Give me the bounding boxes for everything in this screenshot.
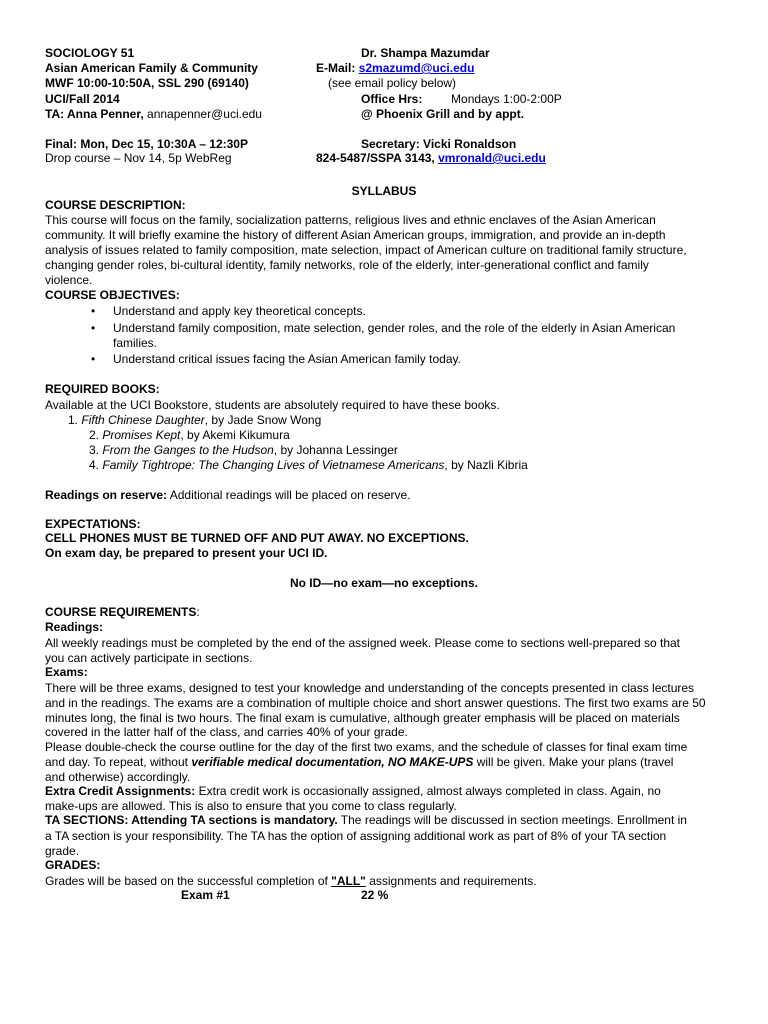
ta-sections [45,813,687,827]
requirements-heading-text: COURSE REQUIREMENTS [45,605,197,619]
book-item [89,443,398,457]
description-line: violence. [45,273,93,287]
office-place: @ Phoenix Grill and by appt. [361,107,525,121]
book-author: , by Johanna Lessinger [273,443,398,457]
readings-line: you can actively participate in sections. [45,651,253,665]
ta-label: TA: Anna Penner, [45,107,144,121]
book-title: Family Tightrope: The Changing Lives of Vietnamese Americans [102,458,445,472]
book-item [68,413,321,427]
ta-sections-line: grade. [45,844,80,858]
course-description-heading: COURSE DESCRIPTION: [45,198,186,212]
book-number: 2. [89,428,100,442]
book-author: , by Nazli Kibria [444,458,528,472]
readings-line: All weekly readings must be completed by the end of the assigned week. Please come to sections well-prepared so that [45,636,681,650]
exams-line-text: will be given. Make your plans (travel [473,755,674,769]
grades-intro-text: assignments and requirements. [365,874,537,888]
readings-on-reserve [45,488,411,502]
exams-line: and otherwise) accordingly. [45,770,191,784]
book-author: , by Akemi Kikumura [180,428,290,442]
email-link[interactable]: s2mazumd@uci.edu [358,61,475,75]
book-item [89,428,290,442]
course-schedule: MWF 10:00-10:50A, SSL 290 (69140) [45,76,249,90]
extra-credit-text: Extra credit work is occasionally assigned, almost always completed in class. Again, no [195,784,661,798]
exams-line: There will be three exams, designed to test your knowledge and understanding of the concepts presented in class lectures [45,681,695,695]
secretary-contact [316,151,546,165]
exams-line: covered in the latter half of the class, and carries 40% of your grade. [45,725,408,739]
required-books-heading: REQUIRED BOOKS: [45,382,160,396]
ta-sections-heading: TA SECTIONS: Attending TA sections is mandatory. [45,813,338,827]
email-policy-note: (see email policy below) [328,76,457,90]
course-requirements-heading [45,605,200,619]
course-title: Asian American Family & Community [45,61,258,75]
bullet-icon: • [91,352,96,366]
extra-credit-line: make-ups are allowed. This is also to ensure that you come to class regularly. [45,799,457,813]
secretary-email-link[interactable]: vmronald@uci.edu [438,151,546,165]
exams-heading: Exams: [45,665,88,679]
office-hours [361,92,562,106]
bullet-icon: • [91,321,96,335]
course-number: SOCIOLOGY 51 [45,46,135,60]
expectations-cell-phones: CELL PHONES MUST BE TURNED OFF AND PUT AWAY. NO EXCEPTIONS. [45,531,469,545]
book-number: 3. [89,443,100,457]
book-title: From the Ganges to the Hudson [102,443,274,457]
secretary-phone: 824-5487/SSPA 3143, [316,151,435,165]
book-title: Promises Kept [102,428,181,442]
ta-email: annapenner@uci.edu [147,107,262,121]
no-id-notice: No ID—no exam—no exceptions. [289,576,479,590]
readings-heading: Readings: [45,620,104,634]
reserve-label: Readings on reserve: [45,488,168,502]
grade-row-label: Exam #1 [181,888,230,902]
objective-item: Understand and apply key theoretical concepts. [113,304,366,318]
final-exam-date: Final: Mon, Dec 15, 10:30A – 12:30P [45,137,248,151]
instructor-name: Dr. Shampa Mazumdar [361,46,490,60]
extra-credit-heading: Extra Credit Assignments: [45,784,196,798]
office-hours-label: Office Hrs: [361,92,423,106]
grade-row-value: 22 % [361,888,389,902]
description-line: changing gender roles, bi-cultural identity, family networks, role of the elderly, inter-generational conflict and family [45,258,649,272]
grades-heading: GRADES: [45,858,101,872]
email-label: E-Mail: [316,61,356,75]
grades-all-emphasis: "ALL" [331,874,366,888]
exams-line: minutes long, the final is two hours. The final exam is cumulative, although greater emphasis will be placed on materials [45,711,680,725]
ta-sections-text: The readings will be discussed in section meetings. Enrollment in [337,813,687,827]
reserve-text: Additional readings will be placed on reserve. [169,488,411,502]
ta-info [45,107,262,121]
no-makeups-emphasis: verifiable medical documentation, NO MAKE-UPS [191,755,474,769]
books-intro: Available at the UCI Bookstore, students are absolutely required to have these books. [45,398,500,412]
objective-item-continued: families. [113,336,158,350]
syllabus-title: SYLLABUS [351,184,417,198]
book-item [89,458,528,472]
objective-item: Understand family composition, mate selection, gender roles, and the role of the elderly in Asian American [113,321,676,335]
description-line: This course will focus on the family, socialization patterns, religious lives and ethnic enclaves of the Asian American [45,213,656,227]
objective-item: Understand critical issues facing the Asian American family today. [113,352,461,366]
grades-intro-text: Grades will be based on the successful completion of [45,874,332,888]
exams-line [45,755,673,769]
extra-credit [45,784,661,798]
instructor-email [316,61,474,75]
office-hours-value: Mondays 1:00-2:00P [451,92,562,106]
secretary-name: Secretary: Vicki Ronaldson [361,137,517,151]
expectations-exam-id: On exam day, be prepared to present your UCI ID. [45,546,328,560]
book-title: Fifth Chinese Daughter [81,413,205,427]
description-line: community. It will briefly examine the history of different Asian American groups, immigration, and provide an in-depth [45,228,666,242]
course-objectives-heading: COURSE OBJECTIVES: [45,288,180,302]
expectations-heading: EXPECTATIONS: [45,517,141,531]
ta-sections-line: a TA section is your responsibility. The TA has the option of assigning additional work as part of 8% of your TA section [45,829,667,843]
course-term: UCI/Fall 2014 [45,92,120,106]
book-author: , by Jade Snow Wong [204,413,322,427]
description-line: analysis of issues related to family composition, mate selection, impact of American culture on traditional family structure, [45,243,687,257]
grades-intro [45,874,537,888]
book-number: 1. [68,413,79,427]
bullet-icon: • [91,304,96,318]
requirements-heading-colon: : [196,605,200,619]
exams-line: Please double-check the course outline for the day of the first two exams, and the schedule of classes for final exam time [45,740,688,754]
exams-line: and in the readings. The exams are a combination of multiple choice and short answer questions. The first two exams are 50 [45,696,706,710]
drop-deadline: Drop course – Nov 14, 5p WebReg [45,151,232,165]
book-number: 4. [89,458,100,472]
exams-line-text: and day. To repeat, without [45,755,192,769]
